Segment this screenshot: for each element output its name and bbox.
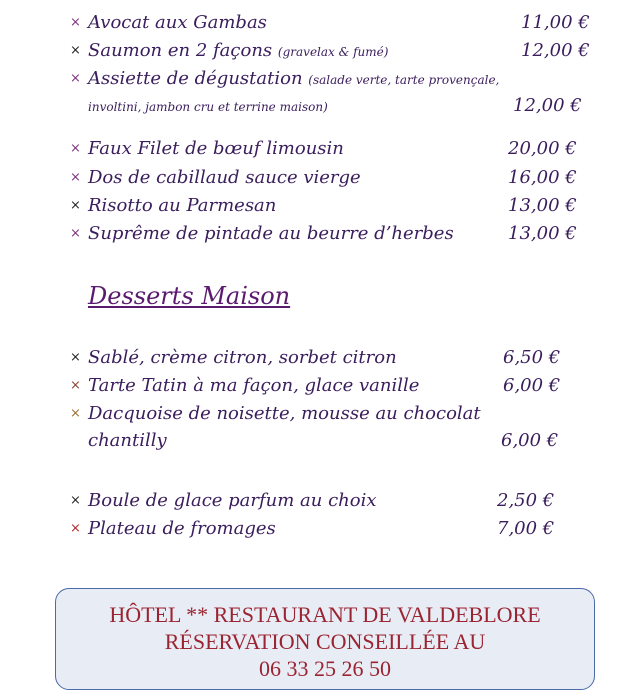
bullet-icon: ×: [70, 198, 81, 213]
dessert-item-name: Dacquoise de noisette, mousse au chocolat: [88, 403, 481, 424]
phone-number[interactable]: 06 33 25 26 50: [259, 656, 391, 681]
menu-item-detail: (salade verte, tarte provençale,: [308, 73, 500, 87]
reservation-box: [55, 588, 595, 690]
hotel-name: HÔTEL ** RESTAURANT DE VALDEBLORE: [109, 602, 541, 627]
menu-item-price: 20,00 €: [508, 138, 577, 159]
menu-item-price: 12,00 €: [513, 95, 582, 116]
bullet-icon: ×: [70, 406, 81, 421]
dessert-item-name-continued: chantilly: [88, 430, 167, 451]
menu-item-name: Suprême de pintade au beurre d’herbes: [88, 223, 454, 244]
menu-item-name: Risotto au Parmesan: [88, 195, 277, 216]
menu-item-price: 13,00 €: [508, 195, 577, 216]
dessert-item-price: 6,00 €: [501, 430, 559, 451]
dessert-item-name: Boule de glace parfum au choix: [88, 490, 377, 511]
bullet-icon: ×: [70, 521, 81, 536]
menu-item-price: 12,00 €: [521, 40, 590, 61]
reservation-note: RÉSERVATION CONSEILLÉE AU: [164, 629, 486, 654]
menu-item-price: 16,00 €: [508, 167, 577, 188]
menu-item-detail-continued: involtini, jambon cru et terrine maison): [88, 100, 328, 114]
menu-item-price: 11,00 €: [521, 12, 590, 33]
dessert-item-price: 7,00 €: [497, 518, 555, 539]
bullet-icon: ×: [70, 141, 81, 156]
dessert-item-price: 2,50 €: [497, 490, 555, 511]
dessert-item-name: Tarte Tatin à ma façon, glace vanille: [88, 375, 420, 396]
menu-item-name: Avocat aux Gambas: [88, 12, 267, 33]
bullet-icon: ×: [70, 43, 81, 58]
menu-item-name: Assiette de dégustation (salade verte, tarte provençale,: [88, 68, 500, 89]
bullet-icon: ×: [70, 15, 81, 30]
bullet-icon: ×: [70, 226, 81, 241]
menu-item-name: Dos de cabillaud sauce vierge: [88, 167, 361, 188]
dessert-item-name: Plateau de fromages: [88, 518, 276, 539]
dessert-item-name: Sablé, crème citron, sorbet citron: [88, 347, 397, 368]
menu-item-name: Faux Filet de bœuf limousin: [88, 138, 344, 159]
menu-item-detail: (gravelax & fumé): [277, 45, 389, 59]
menu-item-price: 13,00 €: [508, 223, 577, 244]
bullet-icon: ×: [70, 71, 81, 86]
dessert-item-price: 6,50 €: [503, 347, 561, 368]
bullet-icon: ×: [70, 170, 81, 185]
bullet-icon: ×: [70, 350, 81, 365]
bullet-icon: ×: [70, 493, 81, 508]
menu-item-name: Saumon en 2 façons (gravelax & fumé): [88, 40, 389, 61]
dessert-item-price: 6,00 €: [503, 375, 561, 396]
bullet-icon: ×: [70, 378, 81, 393]
section-title-desserts: Desserts Maison: [88, 282, 291, 310]
